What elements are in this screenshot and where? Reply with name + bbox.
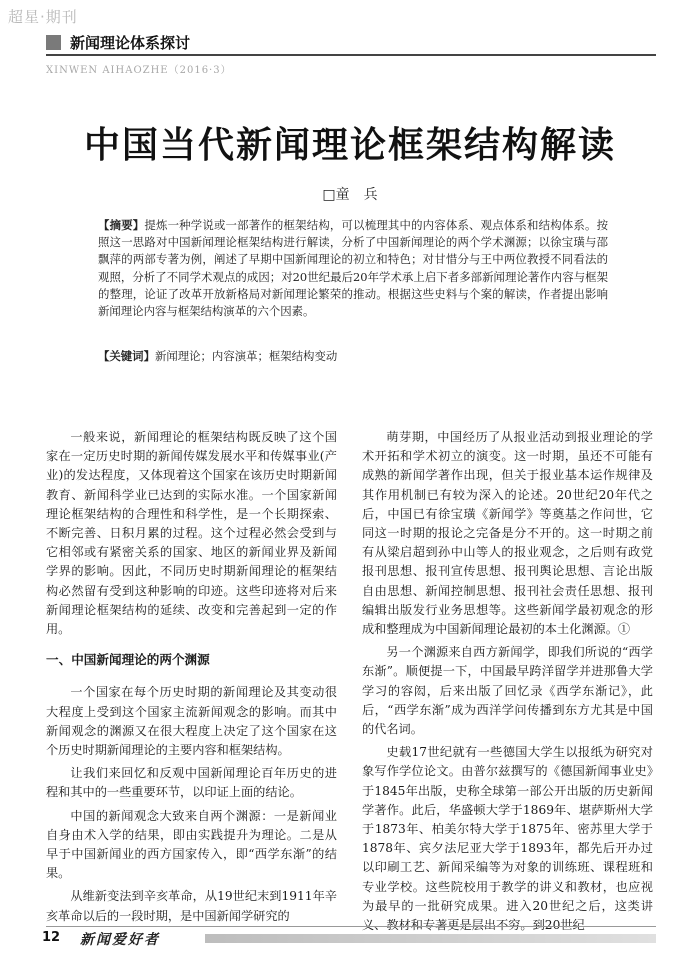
footer-bar bbox=[205, 934, 656, 943]
keywords-label: 【关键词】 bbox=[98, 349, 155, 363]
abstract-label: 【摘要】 bbox=[98, 218, 145, 232]
paragraph: 一个国家在每个历史时期的新闻理论及其变动很大程度上受到这个国家主流新闻观念的影响。而其中新闻观念的渊源又在很大程度上决定了这个国家在这个历史时期新闻理论的主要内容和框架结构。 bbox=[46, 685, 337, 758]
article-author: □童 兵 bbox=[322, 187, 378, 203]
footer-divider bbox=[46, 926, 656, 927]
paragraph: 让我们来回忆和反观中国新闻理论百年历史的进程和其中的一些重要环节，以印证上面的结论。 bbox=[46, 766, 337, 800]
journal-issue-line: XINWEN AIHAOZHE（2016·3） bbox=[46, 65, 232, 76]
paragraph: 史载17世纪就有一些德国大学生以报纸为研究对象写作学位论文。由普尔兹撰写的《德国新闻事业史》于1845年出版，史称全球第一部公开出版的历史新闻学著作。此后，华盛顿大学于1869年、堪萨斯州大学于1873年、柏美尔特大学于1875年、密苏里大学于1878年、宾夕法尼亚大学于1893年，都先后开办过以印刷工艺、新闻采编等为对象的训练班、课程班和专业学校。这些院校用于教学的讲义和教材，也应视为最早的一批研究成果。进入20世纪之后，这类讲 bbox=[362, 745, 653, 913]
paragraph: 从维新变法到辛亥革命，从19世纪末到1911年辛亥革命以后的一段时期，是中国新闻学研究的 bbox=[46, 889, 337, 923]
body-column-right bbox=[362, 428, 653, 935]
article-title: 中国当代新闻理论框架结构解读 bbox=[83, 125, 616, 166]
brand-watermark: 超星·期刊 bbox=[8, 8, 78, 26]
page-header bbox=[0, 0, 700, 32]
keywords-text: 新闻理论；内容演革；框架结构变动 bbox=[154, 349, 338, 363]
section-marker bbox=[46, 35, 61, 50]
paragraph: 一般来说，新闻理论的框架结构既反映了这个国家在一定历史时期的新闻传媒发展水平和传媒事业(产业)的发达程度，又体现着这个国家在该历史时期新闻教育、新闻科学业已达到的实际水准。一个国家新闻理论框架结构的合理性和科学性，是一个长期探索、不断完善、日积月累的过程。这个过程必然会受到与它相邻或有紧密关系的国家、地区的新闻业界及新闻学界的影响。因此，不同历史时期新闻理论的框架结构必然留有受到这种影响的印迹。这些印迹将对后来新闻理论框架结构的延续、改变和完善起到一定的作用。 bbox=[46, 430, 337, 637]
keywords bbox=[98, 348, 608, 365]
paragraph: 中国的新闻观念大致来自两个渊源：一是新闻业自身由术入学的结果，即由实践提升为理论。二是从早于中国新闻业的西方国家传入，即“西学东渐”的结果。 bbox=[46, 808, 337, 881]
section-heading: 一、中国新闻理论的两个渊源 bbox=[46, 652, 210, 668]
section-title: 新闻理论体系探讨 bbox=[70, 34, 191, 52]
header-divider bbox=[46, 54, 656, 56]
paragraph: 另一个渊源来自西方新闻学，即我们所说的“西学东渐”。顺便提一下，中国最早跨洋留学并进那鲁大学学习的容闳，后来出版了回忆录《西学东渐记》，此后，“西学东渐”成为西洋学问传播到东方尤其是中国的代名词。 bbox=[362, 645, 653, 737]
page-number: 12 bbox=[42, 930, 61, 945]
abstract bbox=[98, 217, 608, 320]
body-column-left bbox=[46, 428, 337, 926]
footer-journal-name: 新闻爱好者 bbox=[80, 932, 160, 948]
abstract-text: 提炼一种学说或一部著作的框架结构，可以梳理其中的内容体系、观点体系和结构体系。按照这一思路对中国新闻理论框架结构进行解读，分析了中国新闻理论的两个学术渊源；以徐宝璜与邵飘萍的两部专著为例，阐述了早期中国新闻理论的初立和特色；对甘惜分与王中两位教授不同看法的观照，分析了不同学术观点的成因；对20世纪最后20年学术承上启下者多部新闻理论著作内容与框架的整理，论证了改革开放新格局对新闻理论繁荣的推动。根据这些史料与个案的解读，作者提出影响新闻理论内容与框架结构演革的六个因素。 bbox=[98, 218, 608, 319]
paragraph: 萌芽期，中国经历了从报业活动到报业理论的学术开拓和学术初立的演变。这一时期，虽还不可能有成熟的新闻学著作出现，但关于报业基本运作规律及其作用机制已有较为深入的论述。20世纪20年代之后，中国已有徐宝璜《新闻学》等奠基之作问世，它同这一时期的报论之完备是分不开的。这一时期之前有从梁启超到孙中山等人的报业观念，之后则有政党报刊思想、报刊宣传思想、报刊舆论思想、言论出版自由思想、新闻控制思想、报刊社会责任思想、报刊编辑出版发行业务思想等。这些新闻学最初观念的形成和整理成为中国新闻理论最初的本土化渊源。① bbox=[362, 430, 653, 637]
